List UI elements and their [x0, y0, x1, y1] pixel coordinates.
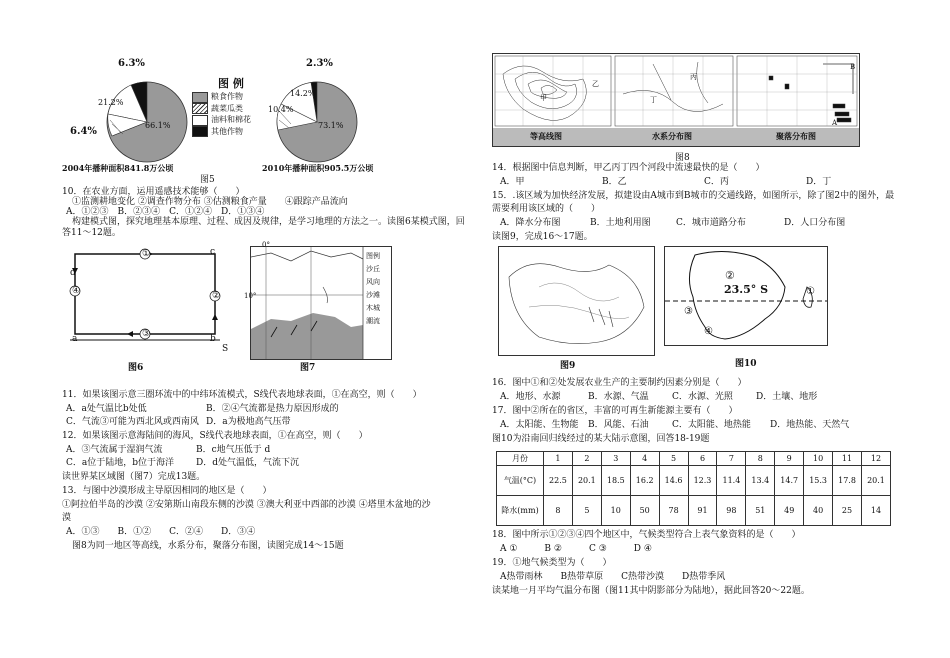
- figure-9: [498, 246, 655, 356]
- pie-chart-2004: [85, 60, 195, 180]
- q15-b: B．土地利用图: [590, 218, 651, 228]
- fig8-bing: 丙: [690, 73, 697, 81]
- table-cell: 17.8: [833, 466, 862, 496]
- table-cell: 12.3: [688, 466, 717, 496]
- pie1-pct-other: 6.3%: [118, 58, 145, 69]
- pie-2010-svg: [265, 60, 375, 170]
- pie1-caption: 2004年播种面积841.8万公顷: [62, 163, 174, 173]
- table-header-rain: 降水(mm): [497, 496, 544, 526]
- table-cell: 10: [601, 496, 630, 526]
- table-row-rain: [497, 496, 891, 526]
- read-fig10: 图10为沿南回归线经过的某大陆示意图，回答18-19题: [492, 434, 710, 444]
- q11-a: A．a处气温比b处低: [66, 404, 147, 414]
- q17-stem: 17．图中②所在的省区，丰富的可再生新能源主要有（ ）: [492, 406, 738, 416]
- legend-item-oil: 油料和棉花: [192, 114, 251, 126]
- fig8-jia: 甲: [540, 94, 547, 102]
- fig6-n2: ②: [212, 291, 221, 301]
- q12-d: D．d处气温低，气流下沉: [196, 458, 299, 468]
- q17-c: C．太阳能、地热能: [672, 420, 751, 430]
- climate-table: [496, 451, 891, 526]
- pie2-caption: 2010年播种面积905.5万公顷: [262, 163, 374, 173]
- pie2-pct-oil: 14.2%: [290, 89, 316, 98]
- pie2-pct-grain: 73.1%: [318, 121, 344, 130]
- read-fig8: 图8为同一地区等高线，水系分布，聚落分布图，读图完成14～15题: [72, 541, 344, 551]
- pie2-pct-other: 2.3%: [306, 58, 333, 69]
- q13-answers: A．①③ B．①② C．②④ D．③④: [66, 527, 256, 537]
- table-cell: 49: [775, 496, 804, 526]
- table-cell: 51: [746, 496, 775, 526]
- q14-stem: 14．根据图中信息判断，甲乙丙丁四个河段中流速最快的是（ ）: [492, 163, 765, 173]
- fig10-n3: ③: [684, 306, 693, 317]
- table-cell: 7: [717, 452, 746, 466]
- fig8-label-settlement: 聚落分布图: [776, 131, 816, 141]
- figure-9-caption: 图9: [560, 361, 576, 371]
- fig8-label-river: 水系分布图: [652, 131, 692, 141]
- table-cell: 11.4: [717, 466, 746, 496]
- table-cell: 1: [544, 452, 573, 466]
- legend-item-veg: 蔬菜瓜类: [192, 103, 251, 115]
- q15-a: A．降水分布图: [500, 218, 561, 228]
- fig6-n4: ④: [72, 286, 81, 296]
- q14-d: D．丁: [806, 177, 832, 187]
- fig10-lat: 23.5° S: [724, 283, 769, 296]
- table-cell: 14.7: [775, 466, 804, 496]
- table-cell: 20.1: [861, 466, 890, 496]
- fig8-label-contour: 等高线图: [530, 131, 562, 141]
- fig7-legend-0: 图例: [366, 252, 380, 260]
- fig7-legend-2: 风向: [366, 278, 380, 286]
- q13-stem: 13．与图中沙漠形成主导原因相同的地区是（ ）: [62, 486, 272, 496]
- q12-a: A．③气流属于湿润气流: [66, 445, 163, 455]
- table-cell: 22.5: [544, 466, 573, 496]
- figure-6-caption: 图6: [128, 363, 144, 373]
- fig7-legend-1: 沙丘: [366, 265, 380, 273]
- table-cell: 15.3: [804, 466, 833, 496]
- q18-stem: 18．图中所示①②③④四个地区中，气候类型符合上表气象资料的是（ ）: [492, 530, 801, 540]
- fig7-lat10: 10°: [244, 292, 257, 300]
- table-cell: 12: [861, 452, 890, 466]
- fig6-a-label: a: [72, 334, 78, 344]
- read-fig9: 读图9，完成16～17题。: [492, 232, 593, 242]
- table-cell: 5: [659, 452, 688, 466]
- q11-d: D．a为极地高气压带: [206, 417, 291, 427]
- fig7-legend: [366, 250, 380, 328]
- q12-c: C．a位于陆地，b位于海洋: [66, 458, 175, 468]
- river-map: [615, 56, 733, 126]
- q17-a: A．太阳能、生物能: [500, 420, 579, 430]
- table-cell: 13.4: [746, 466, 775, 496]
- table-cell: 9: [775, 452, 804, 466]
- q19-stem: 19．①地气候类型为（ ）: [492, 558, 612, 568]
- intro-11-line1: 构建模式图，探究地理基本原理、过程、成因及规律，是学习地理的方法之一。读图6某模式图，回: [72, 217, 465, 227]
- q15-d: D．人口分布图: [784, 218, 846, 228]
- fig8-b: B: [850, 63, 856, 71]
- q10-stem: 10．在农业方面，运用遥感技术能够（ ）: [62, 187, 245, 197]
- q11-c: C．气流③可能为西北风或西南风: [66, 417, 199, 427]
- q16-a: A．地形、水源: [500, 392, 561, 402]
- figure-10: [664, 246, 828, 346]
- table-cell: 8: [544, 496, 573, 526]
- table-cell: 4: [630, 452, 659, 466]
- pie-2004-svg: [85, 60, 195, 170]
- fig8-yi: 乙: [592, 80, 599, 88]
- q11-stem: 11．如果该图示意三圈环流中的中纬环流模式，S线代表地球表面，①在高空，则（ ）: [62, 390, 422, 400]
- q17-d: D．地热能、天然气: [770, 420, 850, 430]
- fig8-a: A: [832, 119, 838, 127]
- figure-8-caption: 图8: [675, 153, 690, 163]
- table-cell: 50: [630, 496, 659, 526]
- table-cell: 14: [861, 496, 890, 526]
- fig6-b-label: b: [210, 334, 216, 344]
- q10-answers: A．①②③ B．②③④ C．①②④ D．①③④: [66, 207, 265, 217]
- q16-d: D．土壤、地形: [756, 392, 818, 402]
- table-cell: 8: [746, 452, 775, 466]
- figure-7-caption: 图7: [300, 363, 316, 373]
- table-cell: 11: [833, 452, 862, 466]
- fig8-ding: 丁: [650, 96, 657, 104]
- q18-answers: A ① B ② C ③ D ④: [500, 544, 652, 554]
- figure-6: [65, 244, 235, 374]
- table-cell: 5: [572, 496, 601, 526]
- q16-b: B．水源、气温: [588, 392, 649, 402]
- q15-line2: 需要利用该区域的（ ）: [492, 204, 601, 214]
- table-cell: 3: [601, 452, 630, 466]
- fig7-legend-5: 潮流: [366, 317, 380, 325]
- fig10-n2: ②: [725, 269, 735, 282]
- fig6-n3: ③: [142, 329, 151, 339]
- q16-c: C．水源、光照: [672, 392, 733, 402]
- legend-item-grain: 粮食作物: [192, 91, 251, 103]
- q12-b: B．c地气压低于 d: [196, 445, 271, 455]
- table-header-month: 月份: [497, 452, 544, 466]
- table-cell: 16.2: [630, 466, 659, 496]
- read-fig7: 读世界某区域图（图7）完成13题。: [62, 472, 206, 482]
- q17-b: B．风能、石油: [588, 420, 649, 430]
- table-cell: 40: [804, 496, 833, 526]
- q11-b: B．②④气流都是热力原因形成的: [206, 404, 339, 414]
- table-cell: 20.1: [572, 466, 601, 496]
- fig7-legend-4: 木城: [366, 304, 380, 312]
- q16-stem: 16．图中①和②处发展农业生产的主要制约因素分别是（ ）: [492, 378, 747, 388]
- q13-options-1: ①阿拉伯半岛的沙漠 ②安第斯山南段东侧的沙漠 ③澳大利亚中西部的沙漠 ④塔里木盆地的沙: [62, 500, 431, 510]
- table-cell: 91: [688, 496, 717, 526]
- q19-answers: A热带雨林 B热带草原 C热带沙漠 D热带季风: [500, 572, 726, 582]
- fig10-n1: ①: [806, 286, 815, 297]
- q14-a: A．甲: [500, 177, 525, 187]
- table-header-temp: 气温(°C): [497, 466, 544, 496]
- q10-options: ①监测耕地变化 ②调查作物分布 ③估测粮食产量 ④跟踪产品流向: [72, 197, 348, 207]
- fig6-c-label: c: [210, 247, 216, 257]
- table-cell: 6: [688, 452, 717, 466]
- pie1-pct-grain: 66.1%: [145, 121, 171, 130]
- table-cell: 2: [572, 452, 601, 466]
- q15-c: C．城市道路分布: [676, 218, 746, 228]
- fig6-d-label: d: [70, 268, 76, 278]
- legend-title: 图 例: [218, 77, 244, 90]
- pie-legend: [192, 78, 251, 137]
- fig6-s-label: S: [222, 344, 229, 354]
- fig10-svg: [665, 247, 827, 345]
- read-fig11: 读某地一月平均气温分布图（图11其中阴影部分为陆地），据此回答20～22题。: [492, 586, 810, 596]
- q14-b: B．乙: [602, 177, 627, 187]
- table-cell: 25: [833, 496, 862, 526]
- q12-stem: 12．如果该图示意海陆间的海风，S线代表地球表面，①在高空，则（ ）: [62, 431, 368, 441]
- table-row-month: [497, 452, 891, 466]
- figure-10-caption: 图10: [735, 359, 757, 369]
- q14-c: C．丙: [704, 177, 729, 187]
- pie1-pct-veg: 6.4%: [70, 126, 97, 137]
- fig7-legend-3: 沙滩: [366, 291, 380, 299]
- fig10-n4: ④: [704, 326, 713, 337]
- table-cell: 98: [717, 496, 746, 526]
- intro-11-line2: 答11～12题。: [62, 228, 121, 238]
- table-cell: 78: [659, 496, 688, 526]
- table-cell: 10: [804, 452, 833, 466]
- pie2-pct-veg: 10.4%: [268, 105, 294, 114]
- table-row-temp: [497, 466, 891, 496]
- fig7-lat0: 0°: [262, 241, 270, 249]
- fig9-svg: [499, 247, 654, 355]
- table-cell: 18.5: [601, 466, 630, 496]
- table-cell: 14.6: [659, 466, 688, 496]
- fig6-n1: ①: [142, 249, 151, 259]
- figure-5-caption: 图5: [200, 175, 215, 185]
- pie1-pct-oil: 21.2%: [98, 98, 124, 107]
- q15-line1: 15．.该区域为加快经济发展，拟建设由A城市到B城市的交通线路，如图所示，除了图2中的图外，最: [492, 191, 895, 201]
- legend-item-other: 其他作物: [192, 126, 251, 138]
- q13-options-2: 漠: [62, 513, 72, 523]
